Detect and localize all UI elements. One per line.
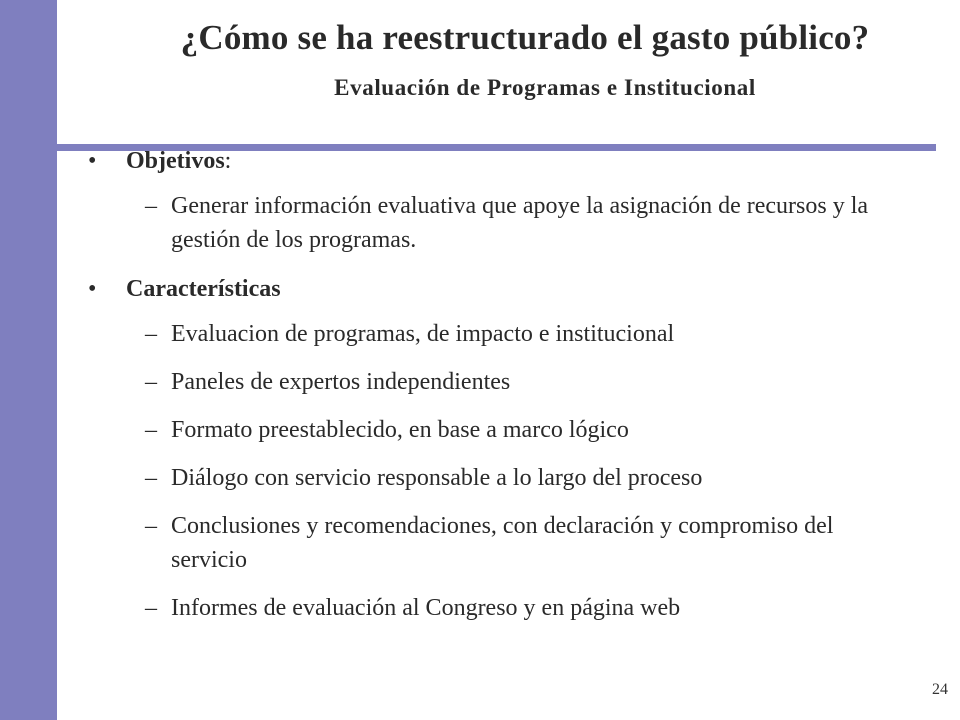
sub-list-objetivos — [88, 189, 888, 257]
dash-icon: – — [145, 369, 157, 395]
sub-item — [88, 317, 888, 351]
dash-icon: – — [145, 465, 157, 491]
sub-item — [88, 365, 888, 399]
bullet-label-suffix: : — [224, 148, 232, 174]
sub-list-caracteristicas — [88, 317, 888, 625]
sub-item-text: Evaluacion de programas, de impacto e institucional — [171, 321, 675, 347]
sub-item-text: Formato preestablecido, en base a marco lógico — [171, 417, 629, 443]
sub-item-text: Generar información evaluativa que apoye la asignación de recursos y la gestión de los programas. — [171, 193, 869, 253]
left-accent-bar — [0, 0, 57, 720]
bullet-label: Características — [126, 276, 281, 302]
sub-item — [88, 591, 888, 625]
bullet-caracteristicas — [88, 271, 888, 307]
sub-item — [88, 189, 888, 257]
slide-subtitle: Evaluación de Programas e Institucional — [334, 75, 756, 100]
sub-item — [88, 509, 888, 577]
slide-content — [88, 143, 888, 625]
sub-item-text: Diálogo con servicio responsable a lo largo del proceso — [171, 465, 703, 491]
sub-item — [88, 413, 888, 447]
dash-icon: – — [145, 193, 157, 219]
sub-item — [88, 461, 888, 495]
dash-icon: – — [145, 321, 157, 347]
bullet-label: Objetivos — [126, 148, 225, 174]
dash-icon: – — [145, 513, 157, 539]
dash-icon: – — [145, 595, 157, 621]
sub-item-text: Informes de evaluación al Congreso y en página web — [171, 595, 681, 621]
dash-icon: – — [145, 417, 157, 443]
page-number: 24 — [932, 681, 948, 698]
bullet-dot-icon: • — [88, 276, 97, 302]
sub-item-text: Conclusiones y recomendaciones, con declaración y compromiso del servicio — [171, 513, 834, 573]
slide-title: ¿Cómo se ha reestructurado el gasto público? — [180, 18, 870, 57]
sub-item-text: Paneles de expertos independientes — [171, 369, 511, 395]
bullet-dot-icon: • — [88, 148, 97, 174]
bullet-objetivos — [88, 143, 888, 179]
